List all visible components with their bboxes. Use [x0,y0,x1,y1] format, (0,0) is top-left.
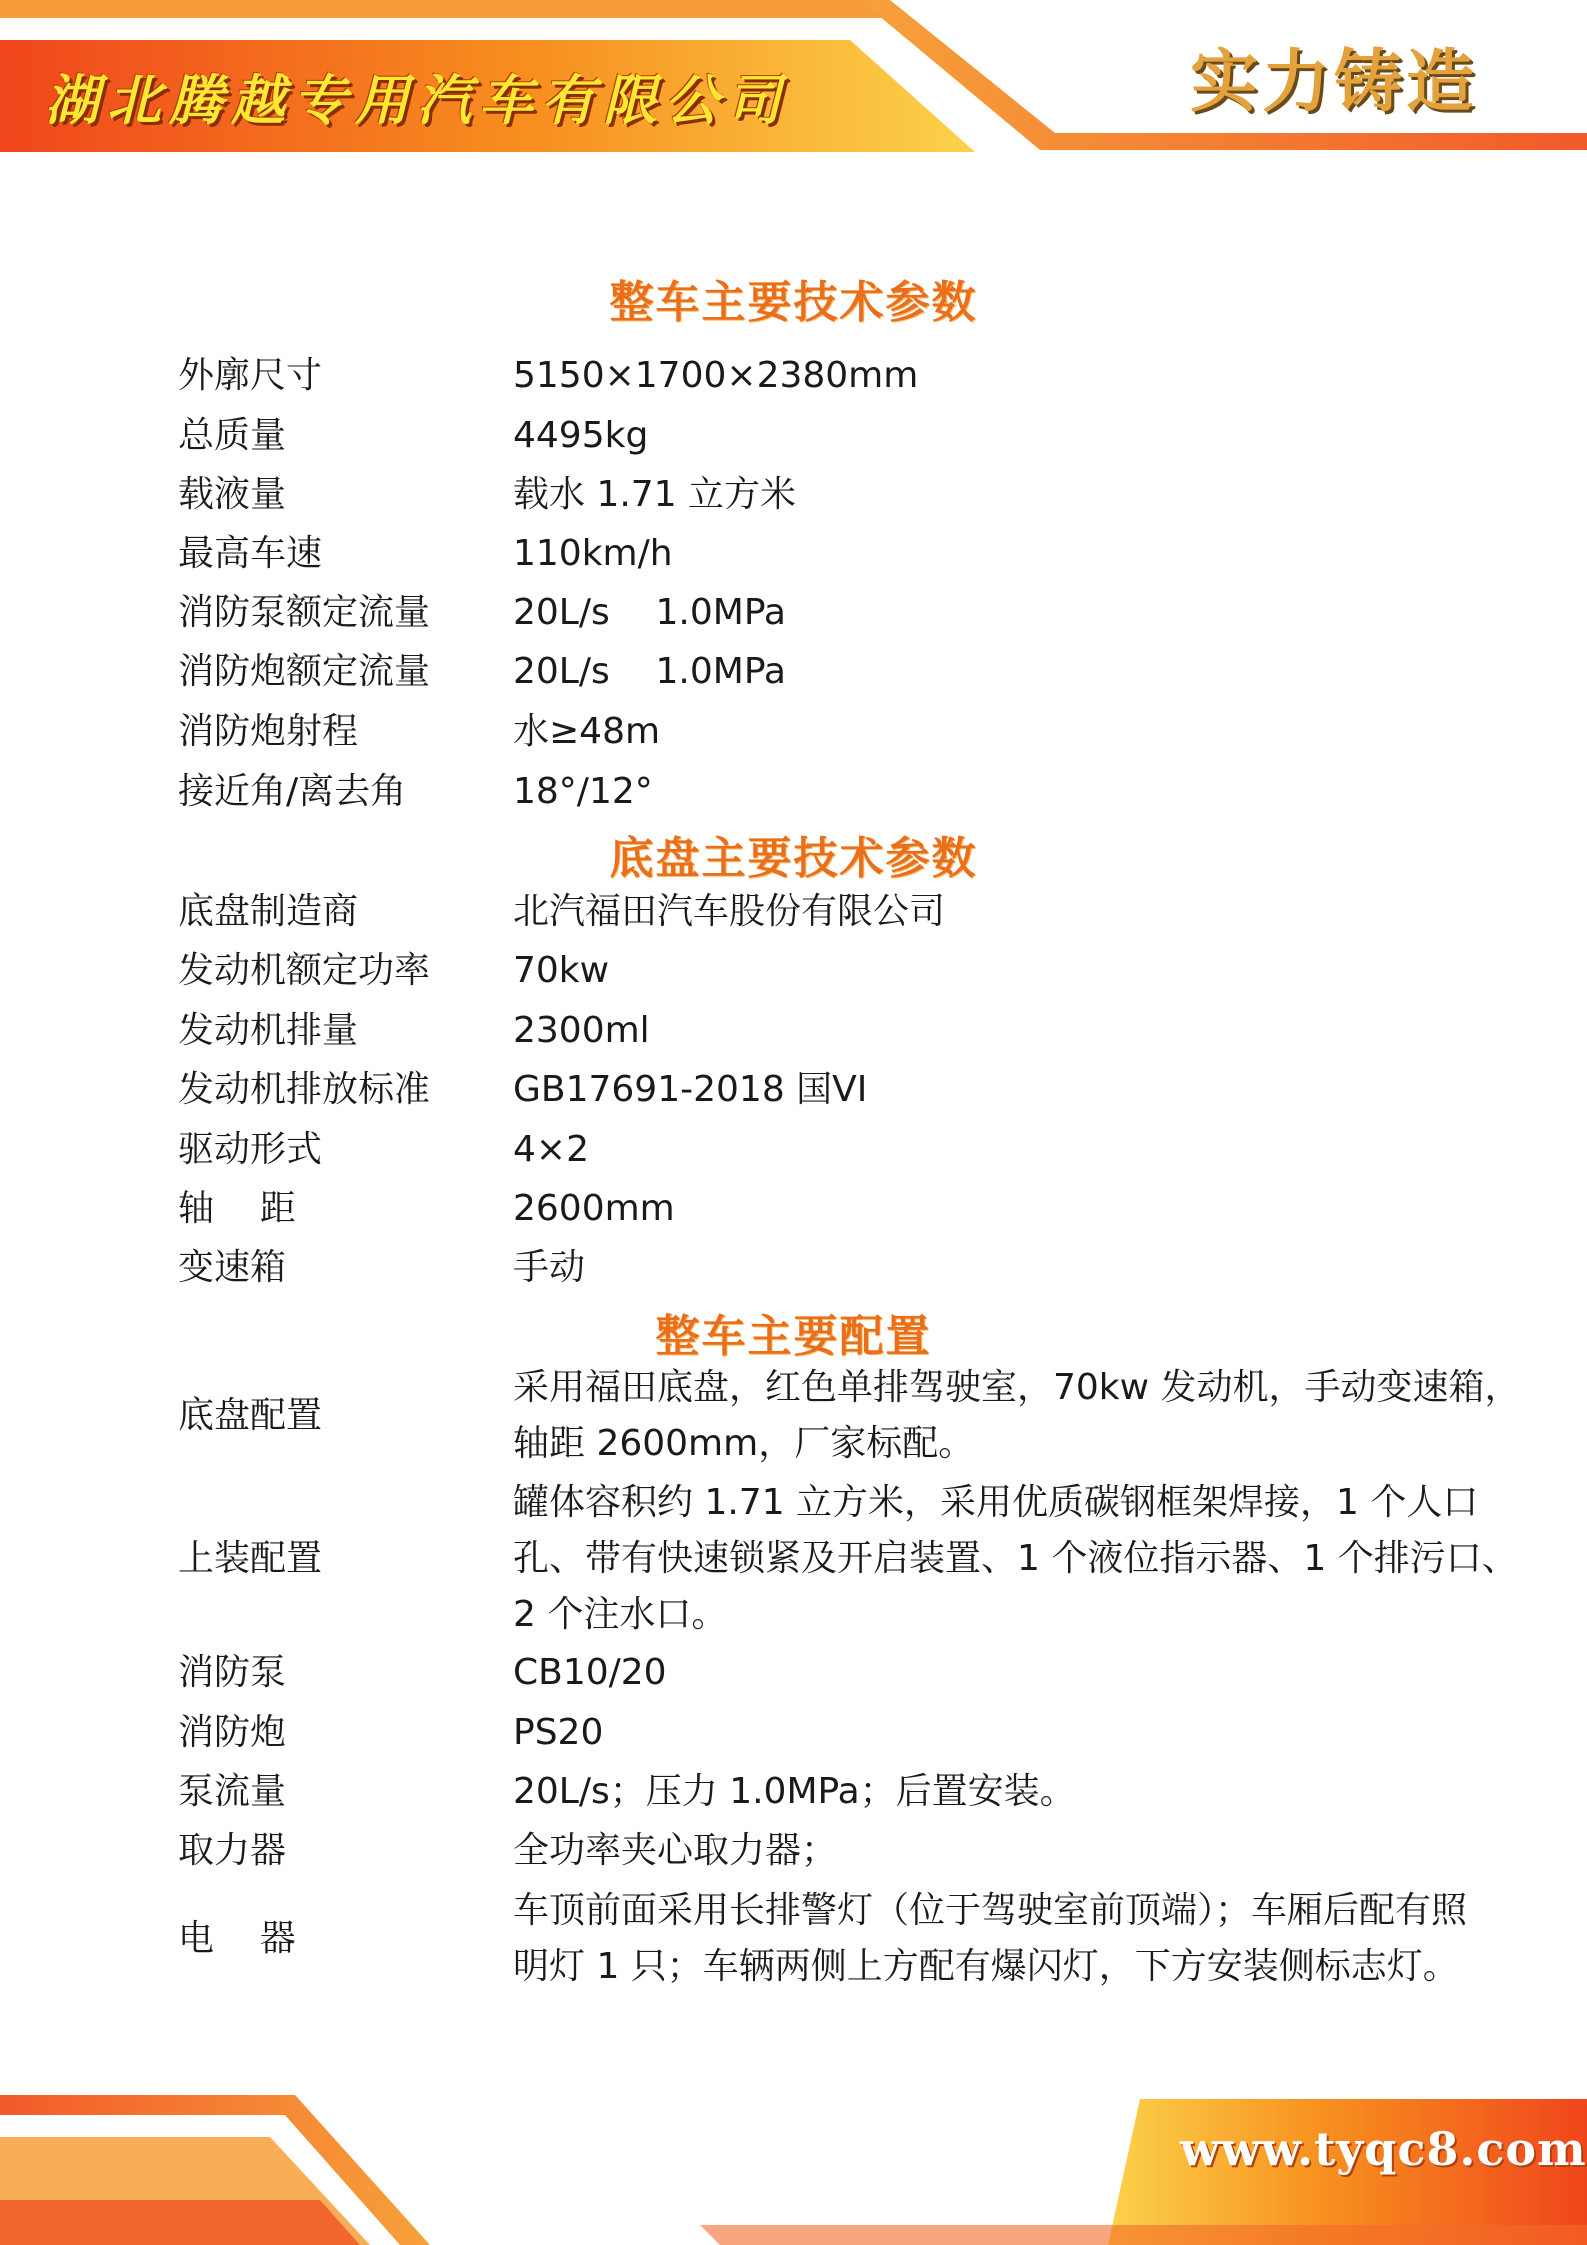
config-label: 取力器 [178,1830,287,1871]
spec-label: 变速箱 [178,1247,287,1288]
config-label: 电 器 [178,1918,296,1959]
config-value: 罐体容积约 1.71 立方米，采用优质碳钢框架焊接，1 个人口 孔、带有快速锁紧及开启装置、1 个液位指示器、1 个排污口、 2 个注水口。 [513,1482,1518,1635]
spec-label: 轴 距 [178,1188,296,1229]
spec-value: GB17691-2018 国VI [513,1069,868,1110]
chassis-params-title: 底盘主要技术参数 [609,833,978,884]
spec-value: 18°/12° [513,771,653,812]
spec-label: 消防炮额定流量 [178,651,431,692]
spec-value: 水≥48m [513,711,661,752]
spec-label: 发动机排放标准 [178,1069,431,1110]
config-label: 泵流量 [178,1771,287,1812]
config-label: 上装配置 [178,1538,323,1579]
spec-value: 5150×1700×2380mm [513,355,919,396]
vehicle-params-title: 整车主要技术参数 [609,277,978,328]
config-value: 全功率夹心取力器； [513,1830,838,1871]
spec-label: 载液量 [178,474,287,515]
spec-value: 手动 [513,1247,586,1288]
config-value: 20L/s；压力 1.0MPa；后置安装。 [513,1771,1076,1812]
spec-label: 发动机额定功率 [178,950,431,991]
spec-label: 总质量 [178,415,287,456]
spec-label: 消防泵额定流量 [178,592,431,633]
spec-value: 2600mm [513,1188,675,1229]
spec-label: 最高车速 [178,533,323,574]
company-name: 湖北腾越专用汽车有限公司 [45,68,789,132]
spec-value: 20L/s 1.0MPa [513,592,786,633]
config-value: 采用福田底盘，红色单排驾驶室，70kw 发动机，手动变速箱， 轴距 2600mm，厂家标配。 [513,1367,1521,1464]
config-value: 车顶前面采用长排警灯（位于驾驶室前顶端）；车厢后配有照 明灯 1 只；车辆两侧上方配有爆闪灯，下方安装侧标志灯。 [513,1890,1468,1987]
spec-value: 2300ml [513,1010,650,1051]
spec-value: 载水 1.71 立方米 [513,474,797,515]
spec-label: 消防炮射程 [178,711,359,752]
config-value: CB10/20 [513,1652,667,1693]
spec-label: 底盘制造商 [178,891,359,932]
config-label: 消防泵 [178,1652,287,1693]
spec-value: 4×2 [513,1129,589,1170]
website-url[interactable]: www.tyqc8.com [1180,2122,1587,2176]
spec-value: 70kw [513,950,610,991]
spec-label: 接近角/离去角 [178,771,407,812]
spec-label: 发动机排量 [178,1010,359,1051]
spec-label: 驱动形式 [178,1129,323,1170]
config-value: PS20 [513,1712,604,1753]
spec-label: 外廓尺寸 [178,355,323,396]
spec-value: 110km/h [513,533,673,574]
spec-value: 20L/s 1.0MPa [513,651,786,692]
spec-value: 4495kg [513,415,649,456]
slogan-text: 实力铸造 [1190,42,1479,122]
configuration-title: 整车主要配置 [655,1311,932,1362]
config-label: 消防炮 [178,1712,287,1753]
config-label: 底盘配置 [178,1395,323,1436]
spec-value: 北汽福田汽车股份有限公司 [513,891,946,932]
